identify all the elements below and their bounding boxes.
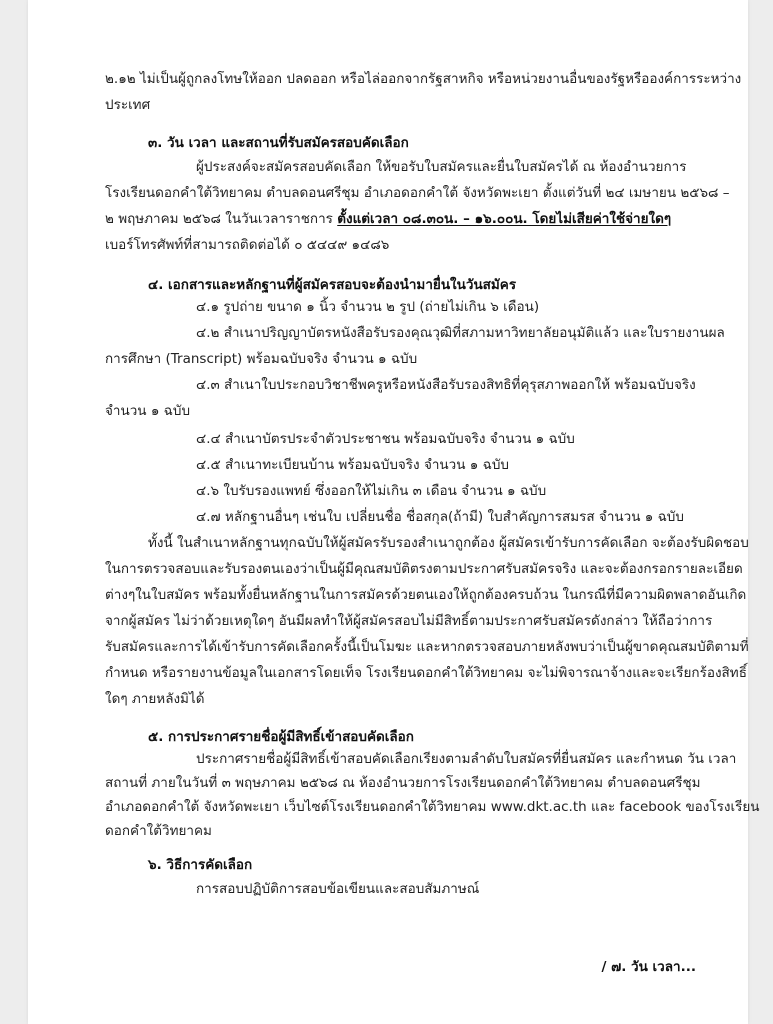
section-4-item-2-line2: การศึกษา (Transcript) พร้อมฉบับจริง จำนวน ๑ ฉบับ: [105, 351, 418, 367]
section-4-item-1: ๔.๑ รูปถ่าย ขนาด ๑ นิ้ว จำนวน ๒ รูป (ถ่ายไม่เกิน ๖ เดือน): [196, 299, 540, 315]
section-4-note-line5: รับสมัครและการได้เข้ารับการคัดเลือกครั้งนี้เป็นโมฆะ และหากตรวจสอบภายหลังพบว่าเป็นผู้ขาดคุณสมบัติตามที่: [105, 639, 749, 655]
section-3-line3-dates: ๒ พฤษภาคม ๒๕๖๘ ในวันเวลาราชการ: [105, 211, 338, 227]
section-4-note-line7: ใดๆ ภายหลังมิได้: [105, 691, 205, 707]
section-4-note-line3: ต่างๆในใบสมัคร พร้อมทั้งยื่นหลักฐานในการสมัครด้วยตนเองให้ถูกต้องครบถ้วน ในกรณีที่มีความผิดพลาดอันเกิด: [105, 587, 747, 603]
item-2-12-line1: ๒.๑๒ ไม่เป็นผู้ถูกลงโทษให้ออก ปลดออก หรือไล่ออกจากรัฐสาหกิจ หรือหน่วยงานอื่นของรัฐหรือองค์การระหว่าง: [105, 71, 742, 87]
section-4-item-3-line2: จำนวน ๑ ฉบับ: [105, 403, 191, 419]
section-4-item-4: ๔.๔ สำเนาบัตรประจำตัวประชาชน พร้อมฉบับจริง จำนวน ๑ ฉบับ: [196, 431, 575, 447]
section-5-line1: ประกาศรายชื่อผู้มีสิทธิ์เข้าสอบคัดเลือกเรียงตามลำดับใบสมัครที่ยื่นสมัคร และกำหนด วัน เวลา: [196, 751, 737, 767]
section-5-line4: ดอกคำใต้วิทยาคม: [105, 823, 212, 839]
section-3-line2: โรงเรียนดอกคำใต้วิทยาคม ตำบลดอนศรีชุม อำเภอดอกคำใต้ จังหวัดพะเยา ตั้งแต่วันที่ ๒๔ เมษายน ๒๕๖๘ –: [105, 185, 730, 201]
section-3-hours: ตั้งแต่เวลา ๐๘.๓๐น. – ๑๖.๐๐น. โดยไม่เสียค่าใช้จ่ายใดๆ: [337, 211, 672, 227]
section-4-note-line1: ทั้งนี้ ในสำเนาหลักฐานทุกฉบับให้ผู้สมัครรับรองสำเนาถูกต้อง ผู้สมัครเข้ารับการคัดเลือก จะต้องรับผิดชอบ: [148, 535, 749, 551]
section-5-line3: อำเภอดอกคำใต้ จังหวัดพะเยา เว็บไซต์โรงเรียนดอกคำใต้วิทยาคม www.dkt.ac.th และ facebook ของโรงเรียน: [105, 799, 760, 815]
section-3-phone: เบอร์โทรศัพท์ที่สามารถติดต่อได้ ๐ ๕๔๔๙ ๑๔๘๖: [105, 237, 390, 253]
section-4-item-6: ๔.๖ ใบรับรองแพทย์ ซึ่งออกให้ไม่เกิน ๓ เดือน จำนวน ๑ ฉบับ: [196, 483, 547, 499]
section-3-line3: [105, 210, 671, 228]
section-4-item-7: ๔.๗ หลักฐานอื่นๆ เช่นใบ เปลี่ยนชื่อ ชื่อสกุล(ถ้ามี) ใบสำคัญการสมรส จำนวน ๑ ฉบับ: [196, 509, 684, 525]
section-6-heading: ๖. วิธีการคัดเลือก: [148, 857, 253, 873]
section-4-item-2-line1: ๔.๒ สำเนาปริญญาบัตรหนังสือรับรองคุณวุฒิที่สภามหาวิทยาลัยอนุมัติแล้ว และใบรายงานผล: [196, 325, 725, 341]
section-4-note-line6: กำหนด หรือรายงานข้อมูลในเอกสารโดยเท็จ โรงเรียนดอกคำใต้วิทยาคม จะไม่พิจารณาจ้างและจะเรียกร้องสิทธิ์: [105, 665, 747, 681]
section-4-heading: ๔. เอกสารและหลักฐานที่ผู้สมัครสอบจะต้องนำมายื่นในวันสมัคร: [148, 277, 517, 293]
section-5-line2: สถานที่ ภายในวันที่ ๓ พฤษภาคม ๒๕๖๘ ณ ห้องอำนวยการโรงเรียนดอกคำใต้วิทยาคม ตำบลดอนศรีชุม: [105, 775, 701, 791]
section-4-item-3-line1: ๔.๓ สำเนาใบประกอบวิชาชีพครูหรือหนังสือรับรองสิทธิที่คุรุสภาพออกให้ พร้อมฉบับจริง: [196, 377, 696, 393]
document-page: [28, 0, 760, 1024]
section-4-note-line2: ในการตรวจสอบและรับรองตนเองว่าเป็นผู้มีคุณสมบัติตรงตามประกาศรับสมัครจริง และจะต้องกรอกรายละเอียด: [105, 561, 743, 577]
section-6-line1: การสอบปฏิบัติการสอบข้อเขียนและสอบสัมภาษณ์: [196, 881, 480, 897]
section-3-line1: ผู้ประสงค์จะสมัครสอบคัดเลือก ให้ขอรับใบสมัครและยื่นใบสมัครได้ ณ ห้องอำนวยการ: [196, 159, 687, 175]
continuation-footer: / ๗. วัน เวลา...: [601, 959, 696, 975]
section-3-heading: ๓. วัน เวลา และสถานที่รับสมัครสอบคัดเลือก: [148, 135, 409, 151]
item-2-12-line2: ประเทศ: [105, 97, 151, 113]
section-4-item-5: ๔.๕ สำเนาทะเบียนบ้าน พร้อมฉบับจริง จำนวน ๑ ฉบับ: [196, 457, 509, 473]
section-5-heading: ๕. การประกาศรายชื่อผู้มีสิทธิ์เข้าสอบคัดเลือก: [148, 729, 414, 745]
section-4-note-line4: จากผู้สมัคร ไม่ว่าด้วยเหตุใดๆ อันมีผลทำให้ผู้สมัครสอบไม่มีสิทธิ์ตามประกาศรับสมัครดังกล่าว ให้ถือว่าการ: [105, 613, 713, 629]
